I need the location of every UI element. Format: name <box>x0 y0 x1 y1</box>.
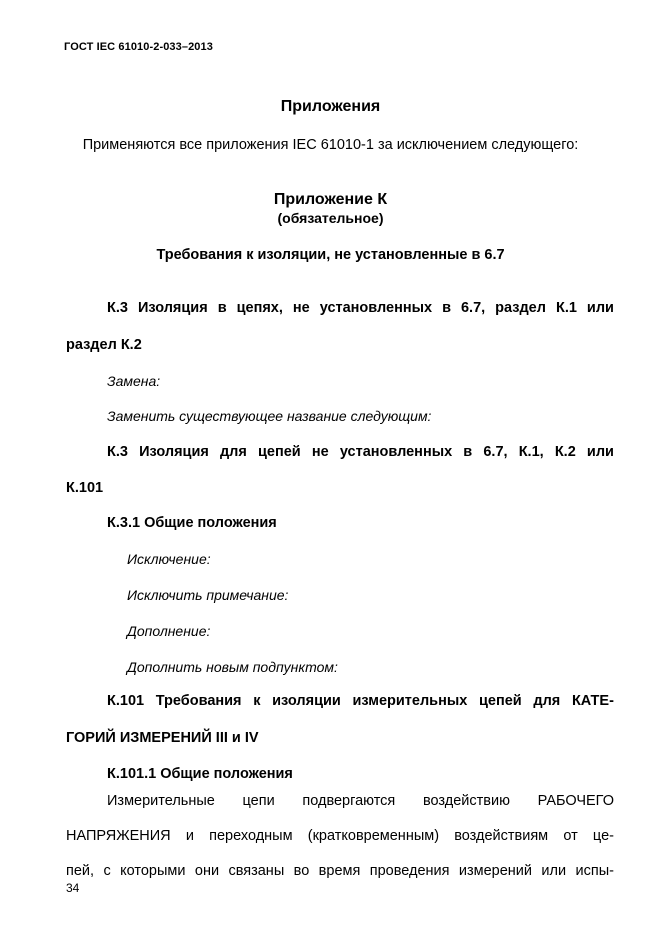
word: и <box>185 828 194 844</box>
k3-new-heading-line2: К.101 <box>66 480 104 496</box>
word: измерительных <box>352 693 468 709</box>
word: к <box>253 693 261 709</box>
word: (кратковременным) <box>307 828 440 844</box>
word: проведения <box>369 863 450 879</box>
word: или <box>586 300 614 316</box>
annex-k-status: (обязательное) <box>277 210 384 226</box>
word: измерений <box>458 863 533 879</box>
annexes-intro: Применяются все приложения IEC 61010-1 за исключением следующего: <box>82 137 579 153</box>
word: в <box>217 300 227 316</box>
annexes-title: Приложения <box>280 98 381 115</box>
word: раздел <box>495 300 546 316</box>
word: установленных <box>319 300 433 316</box>
word: не <box>311 444 329 460</box>
word: Изоляция <box>137 300 208 316</box>
word: цепей <box>478 693 522 709</box>
word: от <box>563 828 578 844</box>
word: 6.7, <box>460 300 486 316</box>
annex-k-title: Приложение К <box>273 191 388 208</box>
word: К.1 <box>555 300 577 316</box>
exclusion-label: Исключение: <box>127 551 211 567</box>
replace-instruction: Заменить существующее название следующим: <box>107 408 432 424</box>
k31-heading: К.3.1 Общие положения <box>107 515 277 531</box>
word: связаны <box>228 863 285 879</box>
k101-heading-line1 <box>107 693 614 709</box>
word: воздействиям <box>454 828 549 844</box>
word: испы- <box>575 863 614 879</box>
word: в <box>463 444 473 460</box>
k101-heading-line2: ГОРИЙ ИЗМЕРЕНИЙ III и IV <box>66 730 259 746</box>
word: установленных <box>339 444 453 460</box>
word: К.1, <box>518 444 544 460</box>
word: К.3 <box>107 300 128 316</box>
word: цепях, <box>236 300 283 316</box>
addition-label: Дополнение: <box>127 623 211 639</box>
word: время <box>318 863 361 879</box>
word: они <box>194 863 220 879</box>
word: для <box>533 693 561 709</box>
paragraph-line3 <box>66 863 614 879</box>
word: которыми <box>120 863 186 879</box>
word: К.2 <box>554 444 576 460</box>
k3-heading-line2: раздел К.2 <box>66 337 142 353</box>
word: К.3 <box>107 444 128 460</box>
word: цепей <box>258 444 301 460</box>
word: переходным <box>209 828 293 844</box>
word: Измерительные <box>107 793 215 809</box>
word: це- <box>592 828 614 844</box>
k3-heading-line1 <box>107 300 614 316</box>
annex-k-subject: Требования к изоляции, не установленные в 6.7 <box>156 247 505 263</box>
word: для <box>219 444 247 460</box>
word: с <box>103 863 111 879</box>
word: К.101 <box>107 693 145 709</box>
document-id: ГОСТ IEC 61010-2-033–2013 <box>64 41 213 53</box>
word: КАТЕ- <box>571 693 614 709</box>
replace-label: Замена: <box>107 373 161 389</box>
word: не <box>292 300 310 316</box>
k3-new-heading-line1 <box>107 444 614 460</box>
addition-instruction: Дополнить новым подпунктом: <box>127 659 338 675</box>
word: или <box>541 863 567 879</box>
word: во <box>293 863 310 879</box>
word: Изоляция <box>139 444 209 460</box>
k1011-heading: К.101.1 Общие положения <box>107 766 293 782</box>
paragraph-line2 <box>66 828 614 844</box>
word: РАБОЧЕГО <box>537 793 614 809</box>
exclusion-instruction: Исключить примечание: <box>127 587 289 603</box>
word: в <box>442 300 451 316</box>
word: НАПРЯЖЕНИЯ <box>66 828 171 844</box>
word: или <box>586 444 614 460</box>
paragraph-line1 <box>107 793 614 809</box>
word: цепи <box>242 793 275 809</box>
word: Требования <box>155 693 242 709</box>
page-number: 34 <box>66 881 80 895</box>
word: изоляции <box>272 693 341 709</box>
word: подвергаются <box>302 793 396 809</box>
word: воздействию <box>422 793 510 809</box>
word: 6.7, <box>483 444 508 460</box>
word: пей, <box>66 863 95 879</box>
